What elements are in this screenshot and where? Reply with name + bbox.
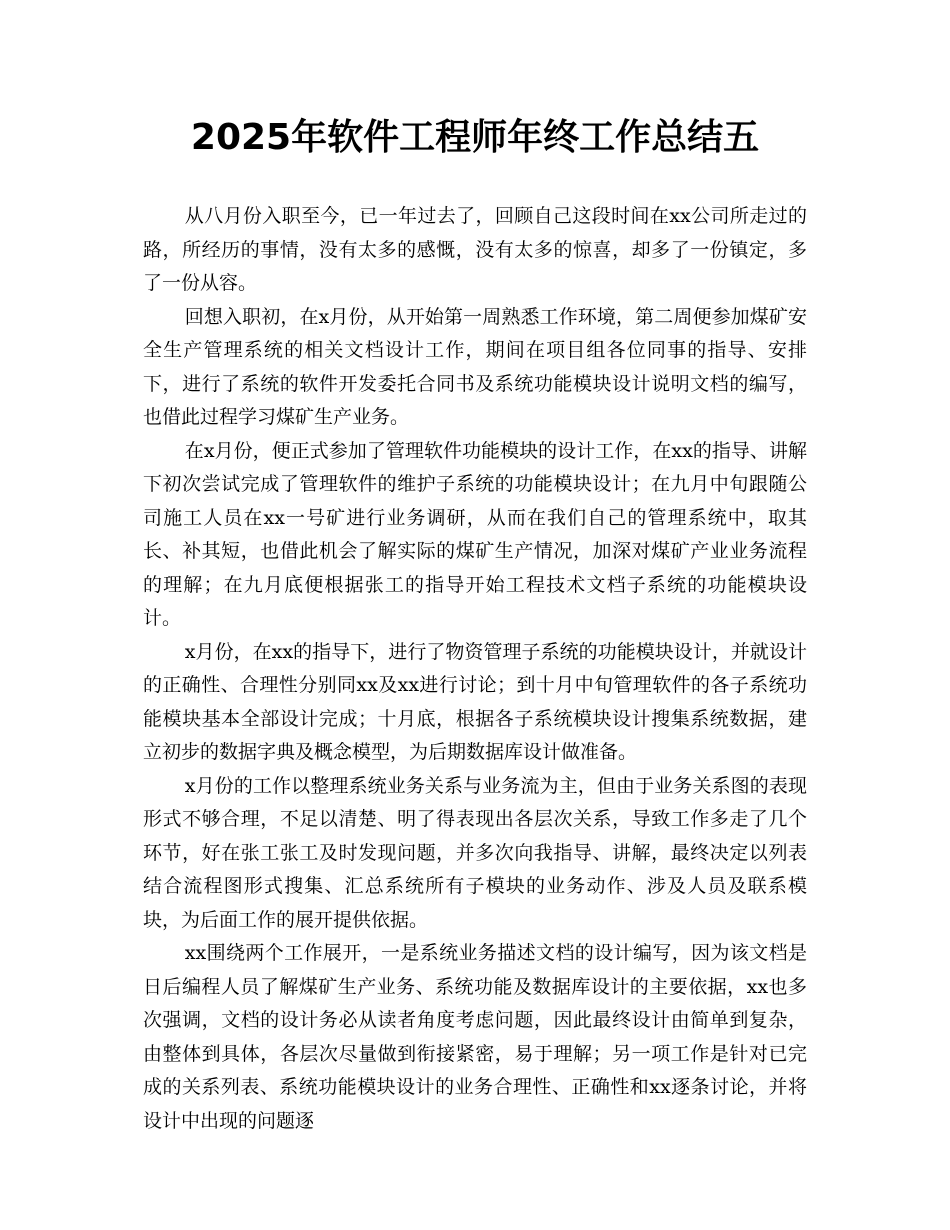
paragraph-1: 从八月份入职至今，已一年过去了，回顾自己这段时间在xx公司所走过的路，所经历的事情，没有太多的感慨，没有太多的惊喜，却多了一份镇定，多了一份从容。 — [143, 205, 807, 294]
paragraph-2: 回想入职初，在x月份，从开始第一周熟悉工作环境，第二周便参加煤矿安全生产管理系统的相关文档设计工作，期间在项目组各位同事的指导、安排下，进行了系统的软件开发委托合同书及系统功能模块设计说明文档的编写，也借此过程学习煤矿生产业务。 — [143, 305, 807, 428]
paragraph-4: x月份，在xx的指导下，进行了物资管理子系统的功能模块设计，并就设计的正确性、合理性分别同xx及xx进行讨论；到十月中旬管理软件的各子系统功能模块基本全部设计完成；十月底，根据各子系统模块设计搜集系统数据，建立初步的数据字典及概念模型，为后期数据库设计做准备。 — [143, 640, 807, 763]
paragraph-3: 在x月份，便正式参加了管理软件功能模块的设计工作，在xx的指导、讲解下初次尝试完成了管理软件的维护子系统的功能模块设计；在九月中旬跟随公司施工人员在xx一号矿进行业务调研，从而在我们自己的管理系统中，取其长、补其短，也借此机会了解实际的煤矿生产情况，加深对煤矿产业业务流程的理解；在九月底便根据张工的指导开始工程技术文档子系统的功能模块设计。 — [143, 439, 807, 629]
document-title: 2025年软件工程师年终工作总结五 — [190, 117, 760, 158]
paragraph-6: xx围绕两个工作展开，一是系统业务描述文档的设计编写，因为该文档是日后编程人员了解煤矿生产业务、系统功能及数据库设计的主要依据，xx也多次强调，文档的设计务必从读者角度考虑问题，因此最终设计由简单到复杂，由整体到具体，各层次尽量做到衔接紧密，易于理解；另一项工作是针对已完成的关系列表、系统功能模块设计的业务合理性、正确性和xx逐条讨论，并将设计中出现的问题逐 — [143, 942, 807, 1132]
paragraph-5: x月份的工作以整理系统业务关系与业务流为主，但由于业务关系图的表现形式不够合理，不足以清楚、明了得表现出各层次关系，导致工作多走了几个环节，好在张工张工及时发现问题，并多次向我指导、讲解，最终决定以列表结合流程图形式搜集、汇总系统所有子模块的业务动作、涉及人员及联系模块，为后面工作的展开提供依据。 — [143, 774, 807, 931]
document-body — [143, 200, 807, 1138]
